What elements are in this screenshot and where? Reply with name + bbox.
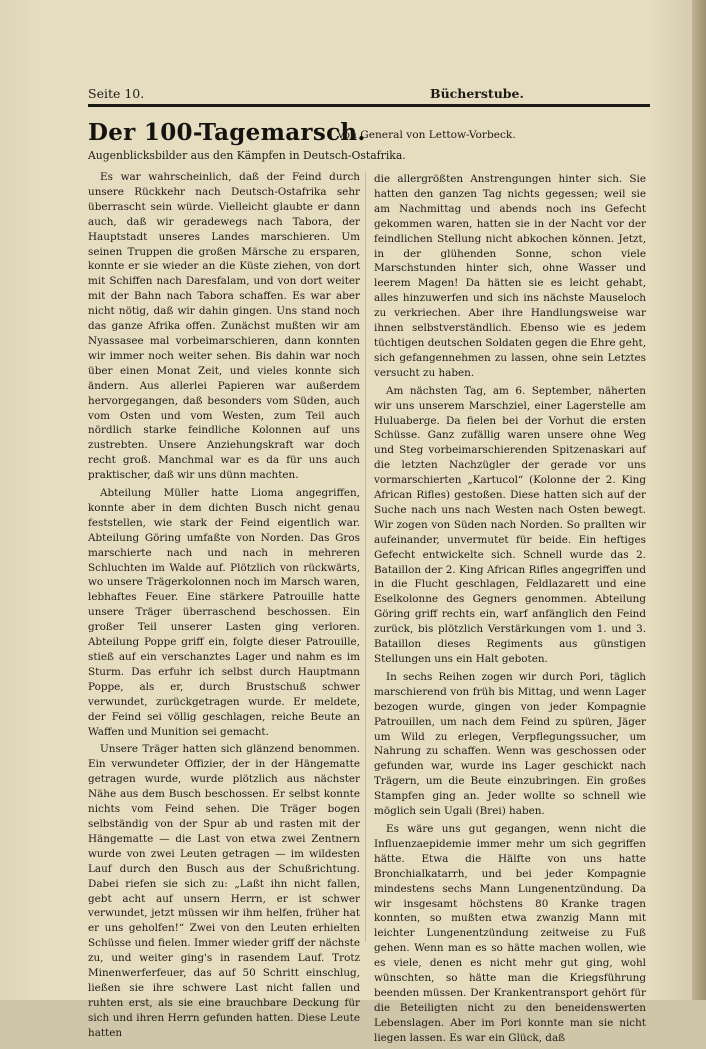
paragraph: Unsere Träger hatten sich glänzend benommen. Ein verwundeter Offizier, der in der Hängematte getragen wurde, wurde plötzlich aus nächster Nähe aus dem Busch beschossen. Er selbst konnte nichts vom Feind sehen. Die Träger bogen selbständig von der Spur ab und rasten mit der Hängematte — die Last von etwa zwei Zentnern wurde von zwei Leuten getragen — im wildesten Lauf durch den Busch aus der Schußrichtung. Dabei riefen sie sich zu: „Laßt ihn nicht fallen, gebt acht auf unsern Herrn, er ist schwer verwundet, jetzt müssen wir ihm helfen, früher hat er uns geholfen!“ Zwei von den Leuten erhielten Schüsse und fielen. Immer wieder griff der nächste zu, und weiter ging's in rasendem Lauf. Trotz Minenwerferfeuer, das auf 50 Schritt einschlug, ließen sie ihre schwere Last nicht fallen und ruhten erst, als sie eine brauchbare Deckung für sich und ihren Herrn gefunden hatten. Diese Leute hatten xyxy=(88,743,360,1039)
paragraph: In sechs Reihen zogen wir durch Pori, täglich marschierend von früh bis Mittag, und wenn Lager bezogen wurde, gingen von jeder Kompagnie Patrouillen, um nach dem Feind zu spüren, Jäger um Wild zu erlegen, Verpflegungssucher, um Nahrung zu schaffen. Wenn was geschossen oder gefunden war, wurde ins Lager geschickt nach Trägern, um die Beute einzubringen. Ein großes Stampfen ging an. Jeder wollte so schnell wie möglich sein Ugali (Brei) haben. xyxy=(374,670,646,818)
article-title: Der 100-Tagemarsch. xyxy=(88,119,366,146)
right-column xyxy=(374,172,646,1049)
left-column xyxy=(88,170,360,1044)
article-byline: Von General von Lettow-Vorbeck. xyxy=(337,129,516,141)
binding-edge xyxy=(692,0,706,1000)
publication-name: Bücherstube. xyxy=(430,86,524,101)
paragraph: Es war wahrscheinlich, daß der Feind durch unsere Rückkehr nach Deutsch-Ostafrika sehr überrascht sein würde. Vielleicht glaubte er dann auch, daß wir geradewegs nach Tabora, der Hauptstadt unseres Landes marschieren. Um seinen Truppen die großen Märsche zu ersparen, konnte er sie wieder an die Küste ziehen, von dort mit Schiffen nach Daresfalam, und von dort weiter mit der Bahn nach Tabora schaffen. Es war aber nicht nötig, daß wir dahin gingen. Uns stand noch das ganze Afrika offen. Zunächst mußten wir am Nyassasee mal vorbeimarschieren, dann konnten wir immer noch weiter sehen. Bis dahin war noch über einen Monat Zeit, und vieles konnte sich ändern. Aus allerlei Papieren war außerdem hervorgegangen, daß besonders vom Süden, auch vom Osten und vom Westen, zum Teil auch nördlich starke feindliche Kolonnen auf uns zustrebten. Unsere Anziehungskraft war doch recht groß. Manchmal war es da für uns auch praktischer, daß wir uns dünn machten. xyxy=(88,171,360,482)
page-number: Seite 10. xyxy=(88,86,145,101)
paragraph: die allergrößten Anstrengungen hinter sich. Sie hatten den ganzen Tag nichts gegessen; weil sie am Nachmittag und abends noch ins Gefecht gekommen waren, hatten sie in der Nacht vor der feindlichen Stellung nicht abkochen können. Jetzt, in der glühenden Sonne, schon viele Marschstunden hinter sich, ohne Wasser und leerem Magen! Da hätten sie es leicht gehabt, alles hinzuwerfen und sich ins nächste Mauseloch zu verkriechen. Aber ihre Handlungsweise war ihnen selbstverständlich. Ebenso wie es jedem tüchtigen deutschen Soldaten gegen die Ehre geht, sich gefangennehmen zu lassen, ohne sein Letztes versucht zu haben. xyxy=(374,173,646,379)
paragraph: Am nächsten Tag, am 6. September, näherten wir uns unserem Marschziel, einer Lagerstelle am Huluaberge. Da fielen bei der Vorhut die ersten Schüsse. Ganz zufällig waren unsere ohne Weg und Steg vorbeimarschierenden Spitzenaskari auf die letzten Nachzügler der gerade vor uns vormarschierten „Kartucol“ (Kolonne der 2. King African Rifles) gestoßen. Diese hatten sich auf der Suche nach uns nach Westen nach Osten bewegt. Wir zogen von Süden nach Norden. So prallten wir aufeinander, unvermutet für beide. Ein heftiges Gefecht entwickelte sich. Schnell wurde das 2. Bataillon der 2. King African Rifles angegriffen und in die Flucht geschlagen, Feldlazarett und eine Eselkolonne des Gegners genommen. Abteilung Göring griff rechts ein, warf anfänglich den Feind zurück, bis plötzlich Verstärkungen vom 1. und 3. Bataillon dieses Regiments aus günstigen Stellungen uns ein Halt geboten. xyxy=(374,384,646,665)
header-rule xyxy=(88,104,650,107)
paragraph: Abteilung Müller hatte Lioma angegriffen, konnte aber in dem dichten Busch nicht genau feststellen, wie stark der Feind eigentlich war. Abteilung Göring umfaßte von Norden. Das Gros marschierte nach und nach in mehreren Schluchten im Walde auf. Plötzlich von rückwärts, wo unsere Trägerkolonnen noch im Marsch waren, lebhaftes Feuer. Eine stärkere Patrouille hatte unsere Träger überraschend beschossen. Ein großer Teil unserer Lasten ging verloren. Abteilung Poppe griff ein, folgte dieser Patrouille, stieß auf ein verschanztes Lager und nahm es im Sturm. Das erfuhr ich selbst durch Hauptmann Poppe, als er, durch Brustschuß schwer verwundet, zurückgetragen wurde. Er meldete, der Feind sei völlig geschlagen, reiche Beute an Waffen und Munition sei gemacht. xyxy=(88,487,360,738)
paragraph: Es wäre uns gut gegangen, wenn nicht die Influenzaepidemie immer mehr um sich gegriffen hätte. Etwa die Hälfte von uns hatte Bronchialkatarrh, und bei jeder Kompagnie mindestens sechs Mann Lungenentzündung. Da wir insgesamt höchstens 80 Kranke tragen konnten, so mußten etwa zwanzig Mann mit leichter Lungenentzündung zeitweise zu Fuß gehen. Wenn man es so hätte machen wollen, wie es viele, denen es nicht mehr gut ging, wohl wünschten, so hätte man die Kriegsführung beenden müssen. Der Krankentransport gehört für die Beteiligten nicht zu den beneidenswerten Lebenslagen. Aber im Pori konnte man sie nicht liegen lassen. Es war ein Glück, daß xyxy=(374,822,646,1044)
running-header xyxy=(88,84,650,106)
column-gutter xyxy=(365,172,366,942)
article-subtitle: Augenblicksbilder aus den Kämpfen in Deutsch-Ostafrika. xyxy=(88,149,406,162)
